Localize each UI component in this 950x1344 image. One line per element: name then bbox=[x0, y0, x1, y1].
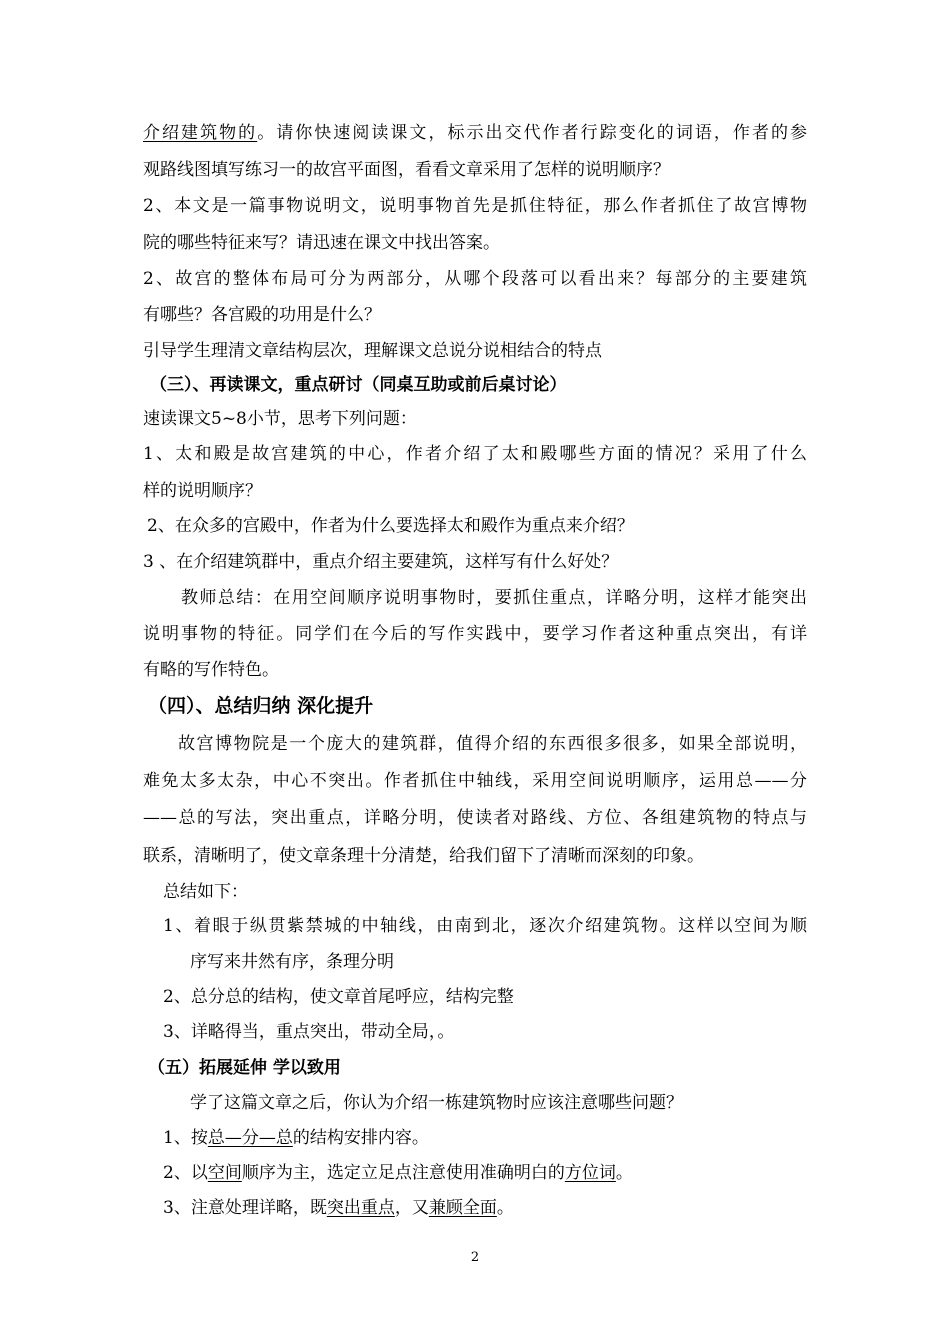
section-heading-4: （四）、总结归纳 深化提升 bbox=[148, 695, 374, 717]
text-line: 介绍建筑物的。请你快速阅读课文，标示出交代作者行踪变化的词语，作者的参 bbox=[143, 123, 808, 143]
text-line: 教师总结：在用空间顺序说明事物时，要抓住重点，详略分明，这样才能突出 bbox=[181, 588, 807, 608]
text-line: 1、太和殿是故宫建筑的中心，作者介绍了太和殿哪些方面的情况？采用了什么 bbox=[143, 444, 807, 464]
underlined-text: 总—分—总 bbox=[207, 1128, 293, 1148]
text-line: 2、本文是一篇事物说明文，说明事物首先是抓住特征，那么作者抓住了故宫博物 bbox=[143, 196, 807, 216]
underlined-text: 突出重点 bbox=[326, 1198, 395, 1218]
page-number: 2 bbox=[470, 1250, 480, 1265]
text-line: 2、在众多的宫殿中，作者为什么要选择太和殿作为重点来介绍？ bbox=[147, 516, 634, 536]
underlined-text: 介绍建筑物的 bbox=[143, 123, 258, 143]
text-line: 有略的写作特色。 bbox=[143, 660, 279, 680]
list-item: 2、以空间顺序为主，选定立足点注意使用准确明白的方位词。 bbox=[163, 1163, 633, 1183]
underlined-text: 兼顾全面 bbox=[428, 1198, 497, 1218]
text-line: 引导学生理清文章结构层次，理解课文总说分说相结合的特点 bbox=[143, 341, 602, 361]
section-heading-5: （五）拓展延伸 学以致用 bbox=[148, 1058, 341, 1078]
text-line: 3 、在介绍建筑群中，重点介绍主要建筑，这样写有什么好处？ bbox=[143, 552, 619, 572]
text-line: 序写来井然有序，条理分明 bbox=[190, 952, 394, 972]
underlined-text: 方位词 bbox=[564, 1163, 616, 1183]
text-line: 学了这篇文章之后，你认为介绍一栋建筑物时应该注意哪些问题？ bbox=[190, 1093, 683, 1113]
text-line: 2、故宫的整体布局可分为两部分，从哪个段落可以看出来？每部分的主要建筑 bbox=[143, 269, 807, 289]
list-item: 2、总分总的结构，使文章首尾呼应，结构完整 bbox=[163, 987, 514, 1007]
text-line: 说明事物的特征。同学们在今后的写作实践中，要学习作者这种重点突出，有详 bbox=[143, 624, 807, 644]
section-heading-3: （三）、再读课文，重点研讨（同桌互助或前后桌讨论） bbox=[150, 375, 567, 395]
text-line: 故宫博物院是一个庞大的建筑群，值得介绍的东西很多很多，如果全部说明， bbox=[178, 734, 807, 754]
list-item: 1、按总—分—总的结构安排内容。 bbox=[163, 1128, 429, 1148]
text-line: 观路线图填写练习一的故宫平面图，看看文章采用了怎样的说明顺序？ bbox=[143, 160, 670, 180]
text-line: 总结如下： bbox=[163, 882, 248, 902]
text-line: 速读课文5~8小节，思考下列问题： bbox=[143, 409, 417, 429]
text-line: 院的哪些特征来写？请迅速在课文中找出答案。 bbox=[143, 233, 500, 253]
text-line: 有哪些？各宫殿的功用是什么？ bbox=[143, 305, 381, 325]
list-item: 3、详略得当，重点突出，带动全局，。 bbox=[163, 1022, 455, 1042]
text-line: 样的说明顺序？ bbox=[143, 481, 262, 501]
text-line: 难免太多太杂，中心不突出。作者抓住中轴线，采用空间说明顺序，运用总——分 bbox=[143, 771, 807, 791]
list-item: 1、着眼于纵贯紫禁城的中轴线，由南到北，逐次介绍建筑物。这样以空间为顺 bbox=[163, 916, 807, 936]
list-item: 3、注意处理详略，既突出重点，又兼顾全面。 bbox=[163, 1198, 514, 1218]
text-line: ——总的写法，突出重点，详略分明，使读者对路线、方位、各组建筑物的特点与 bbox=[143, 808, 807, 828]
underlined-text: 空间 bbox=[207, 1163, 242, 1183]
text-line: 联系，清晰明了，使文章条理十分清楚，给我们留下了清晰而深刻的印象。 bbox=[143, 846, 704, 866]
